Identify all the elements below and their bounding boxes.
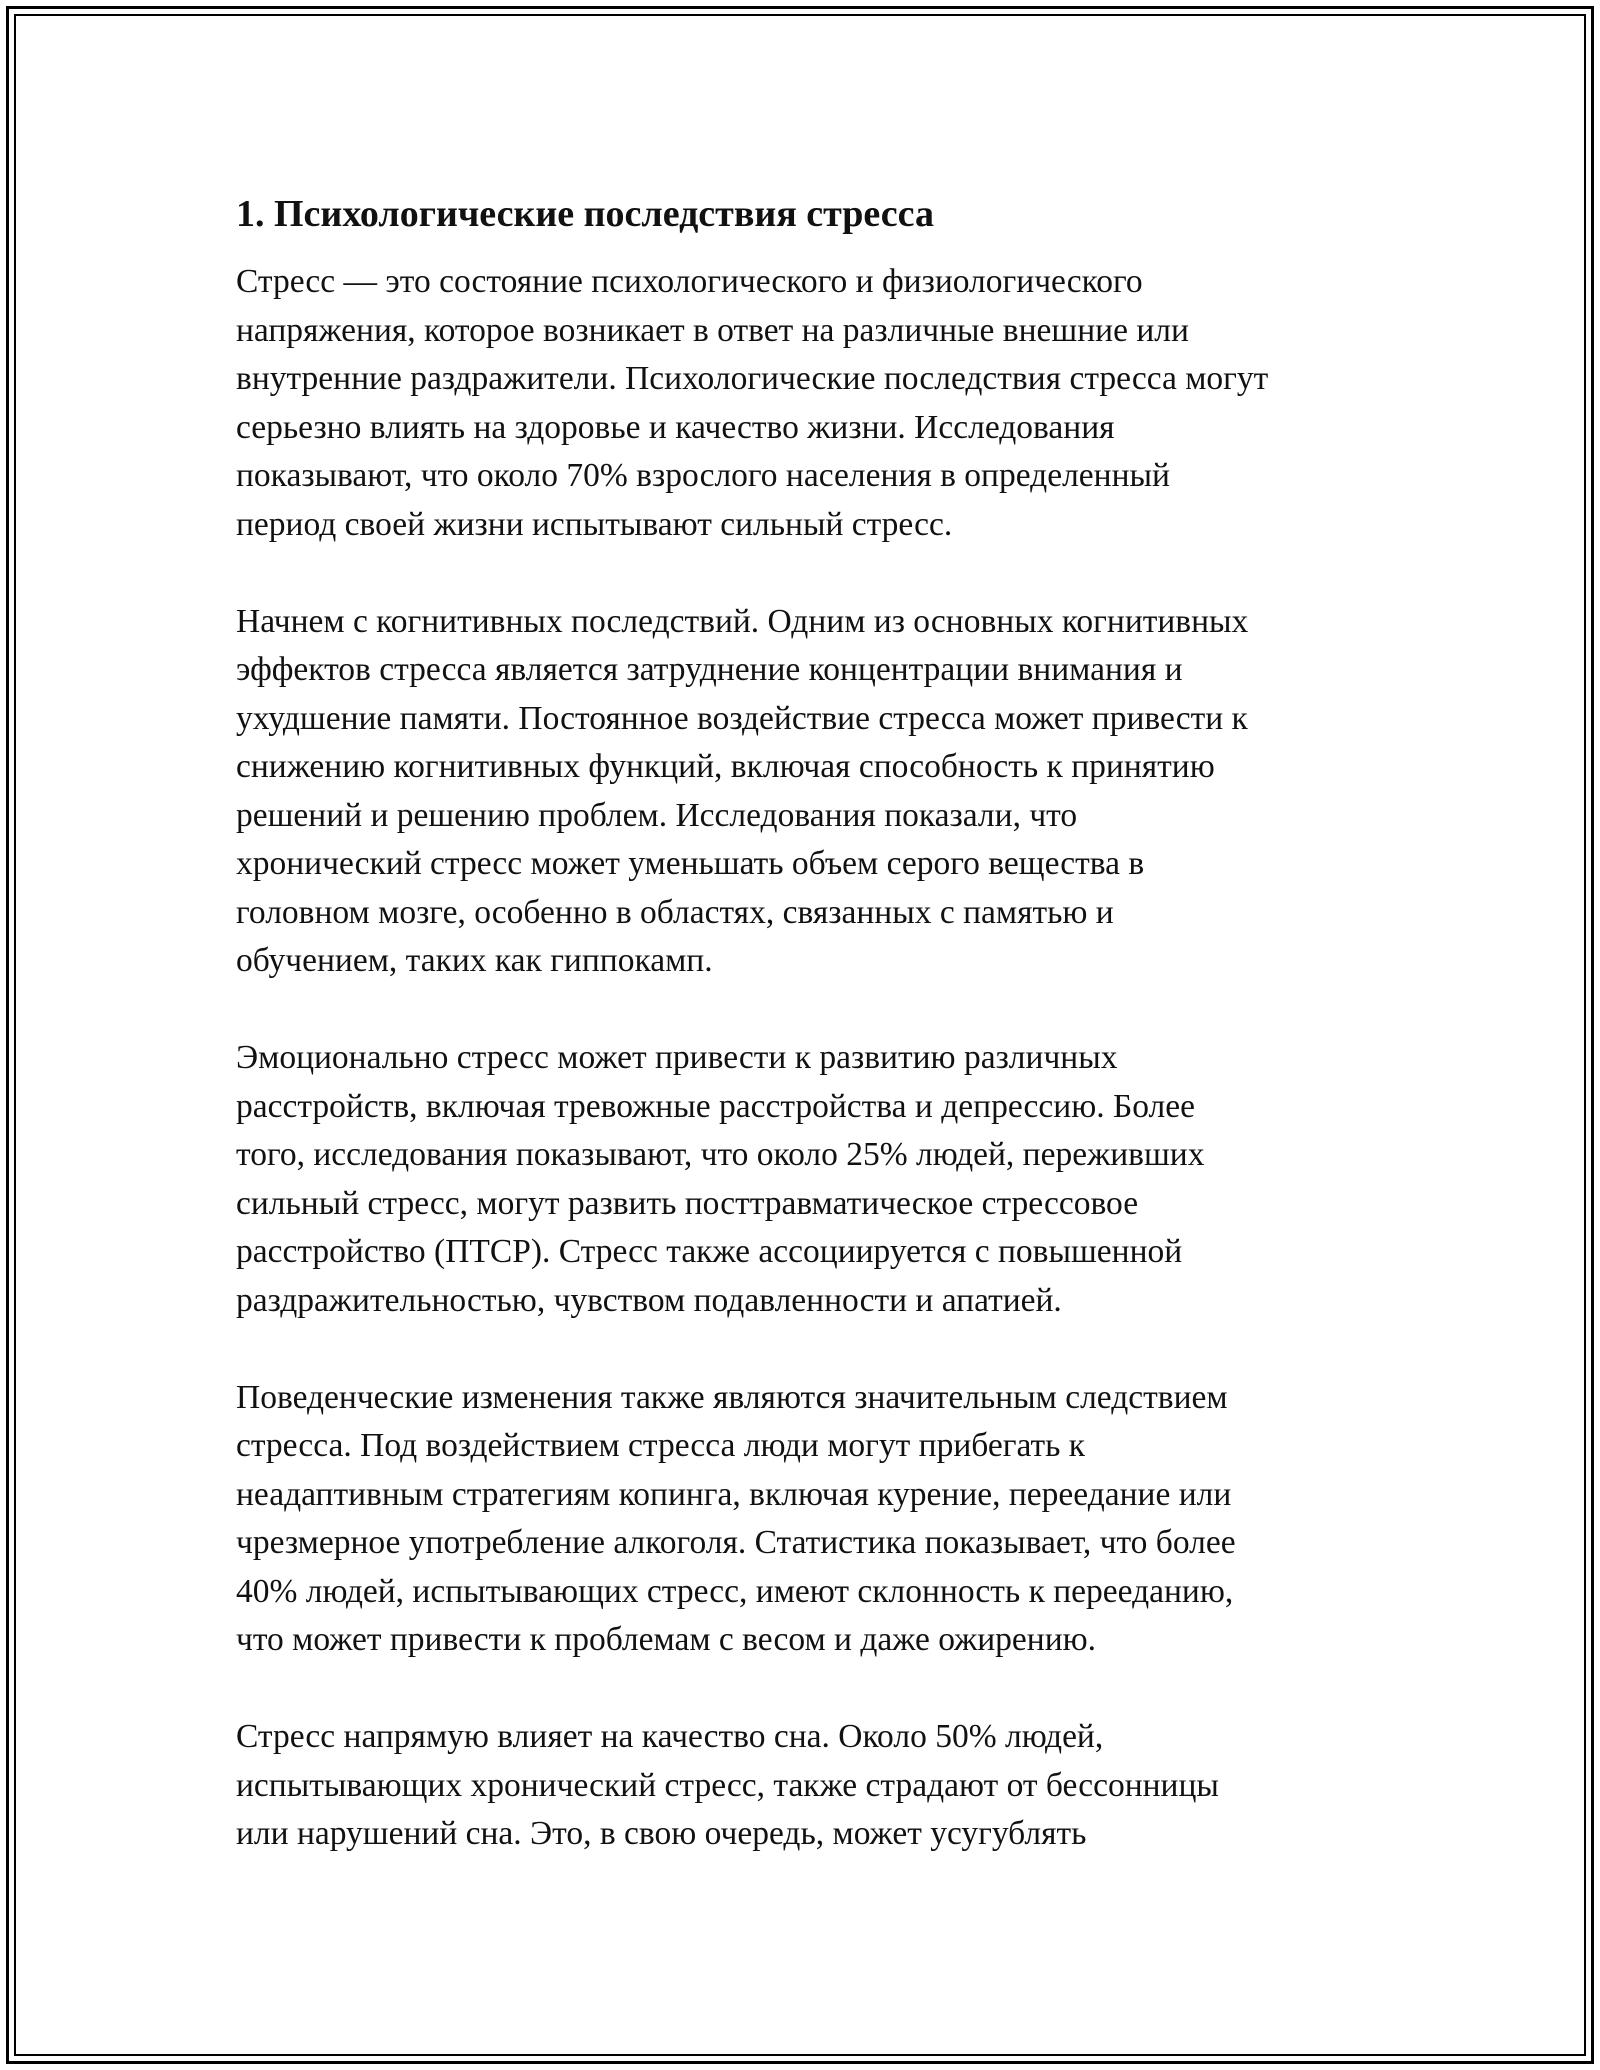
text-line: стресса. Под воздействием стресса люди могут прибегать к — [236, 1427, 1086, 1464]
text-line: Эмоционально стресс может привести к развитию различных — [236, 1039, 1118, 1076]
text-line: раздражительностью, чувством подавленности и апатией. — [236, 1281, 1062, 1319]
text-line: что может привести к проблемам с весом и даже ожирению. — [236, 1621, 1097, 1658]
text-line: серьезно влиять на здоровье и качество жизни. Исследования — [236, 408, 1115, 446]
text-line: Стресс — это состояние психологического и физиологического — [236, 263, 1143, 300]
text-line: внутренние раздражители. Психологические последствия стресса могут — [236, 360, 1269, 397]
text-line: сильный стресс, могут развить посттравматическое стрессовое — [236, 1184, 1139, 1222]
text-line: расстройств, включая тревожные расстройства и депрессию. Более — [236, 1087, 1195, 1125]
paragraph-intro — [236, 258, 1376, 549]
text-line: или нарушений сна. Это, в свою очередь, может усугублять — [236, 1815, 1087, 1852]
text-line: обучением, таких как гиппокамп. — [236, 942, 713, 979]
paragraph-emotional — [236, 1034, 1376, 1325]
text-line: ухудшение памяти. Постоянное воздействие стресса может привести к — [236, 699, 1248, 737]
text-line: решений и решению проблем. Исследования показали, что — [236, 796, 1078, 834]
text-line: Стресс напрямую влияет на качество сна. Около 50% людей, — [236, 1718, 1104, 1755]
text-line: расстройство (ПТСР). Стресс также ассоциируется с повышенной — [236, 1233, 1183, 1270]
text-line: напряжения, которое возникает в ответ на различные внешние или — [236, 311, 1189, 349]
section-heading: 1. Психологические последствия стресса — [236, 193, 934, 235]
document-body — [236, 186, 1376, 1907]
paragraph-cognitive — [236, 598, 1376, 986]
text-line: Начнем с когнитивных последствий. Одним из основных когнитивных — [236, 602, 1249, 640]
text-line: испытывающих хронический стресс, также страдают от бессонницы — [236, 1766, 1219, 1804]
text-line: того, исследования показывают, что около 25% людей, переживших — [236, 1136, 1205, 1173]
text-line: период своей жизни испытывают сильный стресс. — [236, 505, 953, 543]
text-line: чрезмерное употребление алкоголя. Статистика показывает, что более — [236, 1524, 1236, 1561]
text-line: эффектов стресса является затруднение концентрации внимания и — [236, 651, 1183, 688]
text-line: головном мозге, особенно в областях, связанных с памятью и — [236, 893, 1114, 931]
text-line: неадаптивным стратегиям копинга, включая курение, переедание или — [236, 1475, 1232, 1513]
paragraph-behavioral — [236, 1374, 1376, 1665]
text-line: Поведенческие изменения также являются значительным следствием — [236, 1378, 1228, 1416]
text-line: хронический стресс может уменьшать объем серого вещества в — [236, 845, 1145, 882]
text-line: показывают, что около 70% взрослого населения в определенный — [236, 457, 1170, 494]
text-line: 40% людей, испытывающих стресс, имеют склонность к перееданию, — [236, 1572, 1234, 1610]
paragraph-sleep — [236, 1713, 1376, 1859]
text-line: снижению когнитивных функций, включая способность к принятию — [236, 748, 1215, 785]
